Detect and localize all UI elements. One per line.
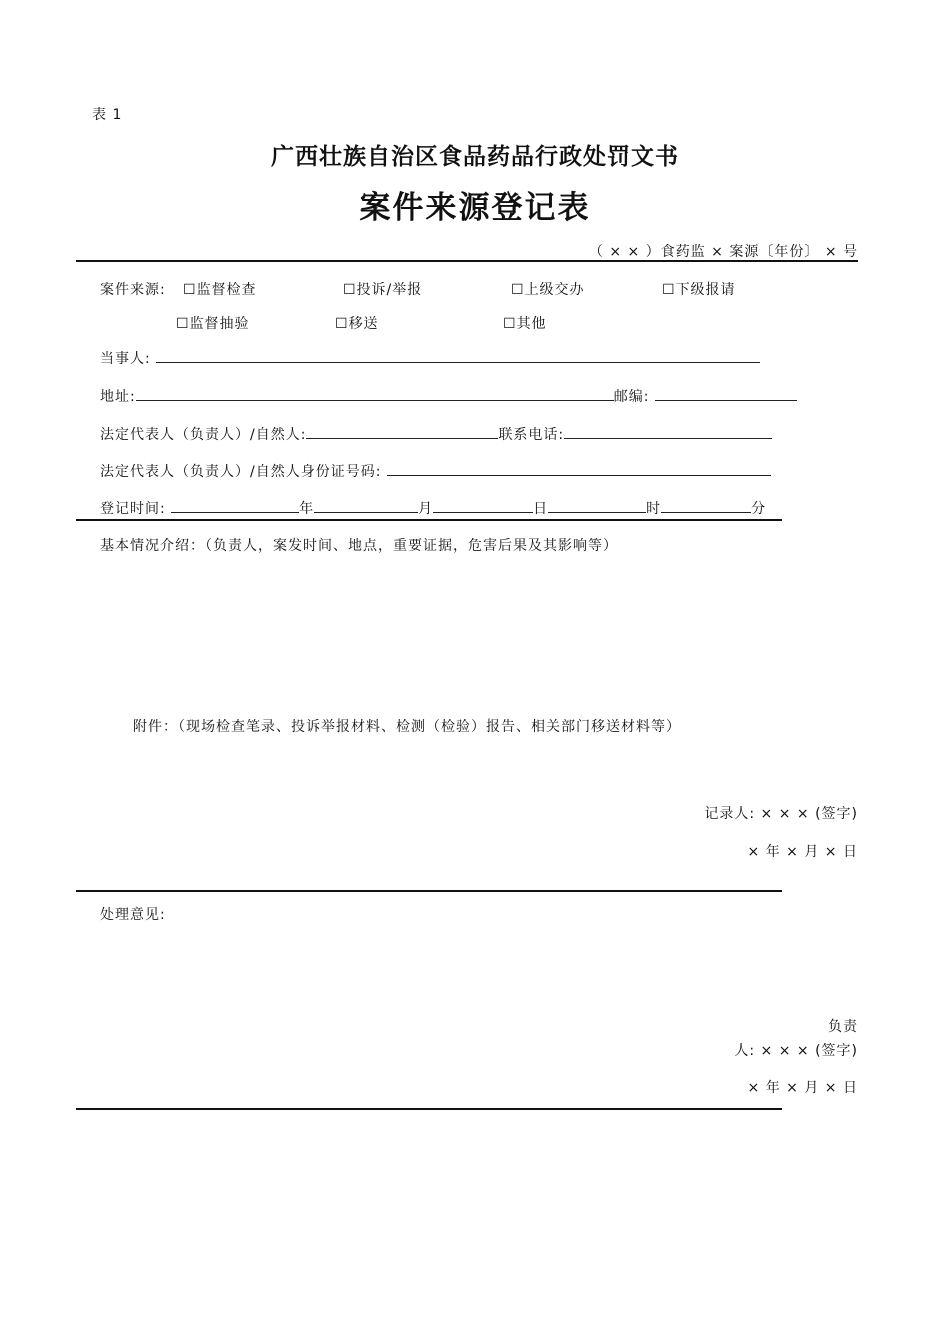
hour-label: 时 bbox=[646, 501, 662, 517]
header-divider bbox=[76, 260, 858, 262]
table-number: 表 1 bbox=[92, 107, 123, 123]
postcode-label: 邮编: bbox=[613, 389, 650, 405]
document-number: （ × × ）食药监 × 案源〔年份〕 × 号 bbox=[588, 244, 858, 260]
month-input[interactable] bbox=[314, 498, 418, 513]
checkbox-icon: ☐ bbox=[662, 282, 676, 298]
option-label: 监督检查 bbox=[196, 282, 257, 298]
opinion-area[interactable] bbox=[100, 928, 800, 1008]
registration-time-row bbox=[100, 498, 766, 518]
responsible-signature bbox=[734, 1040, 858, 1060]
address-label: 地址: bbox=[100, 389, 136, 405]
option-complaint-report[interactable] bbox=[343, 279, 422, 299]
option-other[interactable] bbox=[503, 313, 547, 333]
postcode-input[interactable] bbox=[655, 386, 797, 401]
option-label: 其他 bbox=[516, 316, 547, 332]
option-supervision-inspection[interactable] bbox=[183, 279, 257, 299]
case-source-label: 案件来源: bbox=[100, 282, 166, 298]
responsible-value: × × × (签字) bbox=[760, 1043, 858, 1059]
hour-input[interactable] bbox=[548, 498, 646, 513]
option-label: 监督抽验 bbox=[189, 316, 250, 332]
day-label: 日 bbox=[533, 501, 549, 517]
legal-rep-input[interactable] bbox=[306, 424, 498, 439]
option-subordinate-reported[interactable] bbox=[662, 279, 736, 299]
year-label: 年 bbox=[299, 501, 315, 517]
id-number-input[interactable] bbox=[387, 461, 771, 476]
option-transfer[interactable] bbox=[335, 313, 379, 333]
party-label: 当事人: bbox=[100, 351, 151, 367]
id-number-label: 法定代表人（负责人）/自然人身份证号码: bbox=[100, 464, 382, 480]
id-number-row bbox=[100, 461, 771, 481]
checkbox-icon: ☐ bbox=[343, 282, 357, 298]
basic-info-area[interactable] bbox=[100, 560, 800, 700]
basic-info-label: 基本情况介绍：（负责人，案发时间、地点，重要证据，危害后果及其影响等） bbox=[100, 538, 618, 554]
checkbox-icon: ☐ bbox=[503, 316, 517, 332]
option-label: 移送 bbox=[348, 316, 379, 332]
option-supervision-sampling[interactable] bbox=[176, 313, 250, 333]
address-row bbox=[100, 386, 797, 406]
recorder-signature bbox=[704, 803, 858, 823]
form-title: 案件来源登记表 bbox=[359, 190, 591, 226]
option-label: 下级报请 bbox=[675, 282, 736, 298]
option-label: 投诉/举报 bbox=[356, 282, 423, 298]
party-input[interactable] bbox=[156, 348, 760, 363]
minute-label: 分 bbox=[751, 501, 767, 517]
recorder-date: × 年 × 月 × 日 bbox=[747, 844, 858, 860]
legal-rep-label: 法定代表人（负责人）/自然人: bbox=[100, 427, 307, 443]
checkbox-icon: ☐ bbox=[183, 282, 197, 298]
address-input[interactable] bbox=[136, 386, 614, 401]
checkbox-icon: ☐ bbox=[335, 316, 349, 332]
legal-rep-row bbox=[100, 424, 772, 444]
opinion-label: 处理意见: bbox=[100, 907, 166, 923]
recorder-label: 记录人: bbox=[704, 806, 756, 822]
registration-time-label: 登记时间: bbox=[100, 501, 166, 517]
phone-label: 联系电话: bbox=[498, 427, 565, 443]
document-title: 广西壮族自治区食品药品行政处罚文书 bbox=[271, 144, 679, 170]
party-row bbox=[100, 348, 760, 368]
section-divider-basic bbox=[76, 519, 782, 521]
option-label: 上级交办 bbox=[524, 282, 585, 298]
checkbox-icon: ☐ bbox=[176, 316, 190, 332]
responsible-label-line1: 负责 bbox=[828, 1019, 858, 1035]
year-input[interactable] bbox=[171, 498, 299, 513]
attachment-label: 附件：（现场检查笔录、投诉举报材料、检测（检验）报告、相关部门移送材料等） bbox=[133, 719, 681, 735]
responsible-label: 人: bbox=[734, 1043, 756, 1059]
option-superior-assigned[interactable] bbox=[511, 279, 585, 299]
day-input[interactable] bbox=[433, 498, 533, 513]
minute-input[interactable] bbox=[661, 498, 751, 513]
month-label: 月 bbox=[418, 501, 434, 517]
footer-divider bbox=[76, 1108, 782, 1110]
phone-input[interactable] bbox=[564, 424, 772, 439]
responsible-date: × 年 × 月 × 日 bbox=[747, 1080, 858, 1096]
checkbox-icon: ☐ bbox=[511, 282, 525, 298]
section-divider-opinion bbox=[76, 890, 782, 892]
recorder-value: × × × (签字) bbox=[760, 806, 858, 822]
